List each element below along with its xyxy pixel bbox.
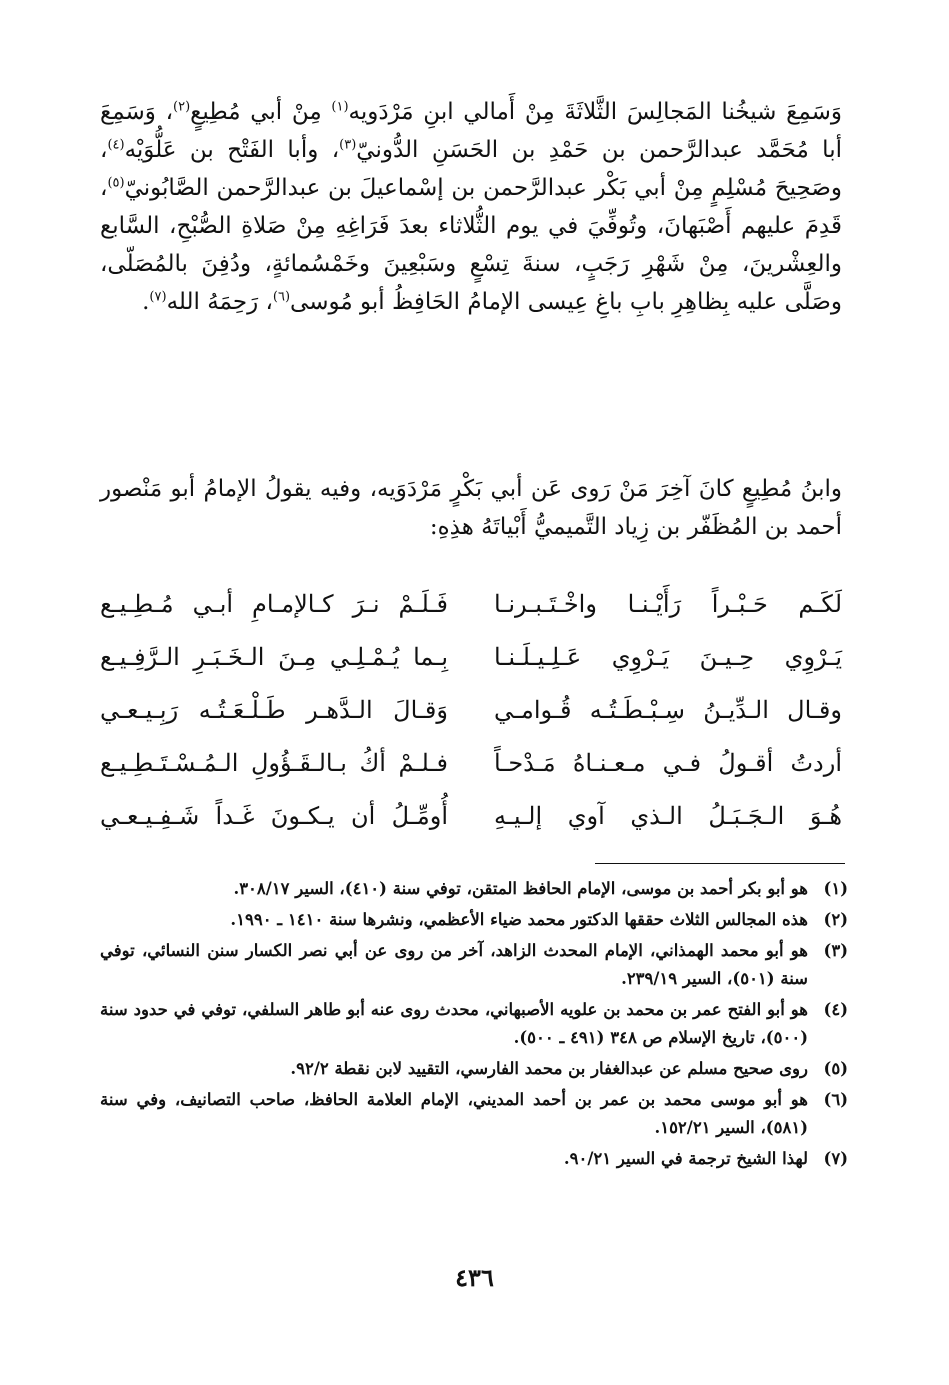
footnote [100, 937, 848, 993]
footnote-text: لهذا الشيخ ترجمة في السير ٩٠/٢١. [563, 1149, 808, 1168]
paragraph-2: وابنُ مُطِيعٍ كانَ آخِرَ مَنْ رَوى عَن أبي بَكْرٍ مَرْدَوَيه، وفيه يقولُ الإمامُ أبو مَنْصور أحمد بن المُظَفّر بن زِياد التَّميميُّ أَبْياتَهُ هذِهِ: [100, 476, 842, 540]
footnote [100, 996, 848, 1052]
footnotes [100, 875, 848, 1176]
footnote-ref-1: (١) [331, 99, 349, 115]
paragraph-1-text-8: . [142, 289, 150, 315]
footnote [100, 906, 848, 934]
paragraph-1-text-6: ، قَدِمَ عليهم أَصْبَهانَ، وتُوفِّيَ في يوم الثُّلاثاء بعدَ فَرَاغِهِ مِنْ صَلاةِ الصُّبْحِ، السَّابع والعِشْرينَ، مِنْ شَهْرِ رَجَبٍ، سنةَ تِسْعٍ وسَبْعِينَ وخَمْسُمائةٍ، ودُفِنَ بالمُصَلّى، وصَلَّى عليه بِظاهِرِ بابِ باغِ عِيسى الإمامُ الحَافِظُ أبو مُوسى [100, 175, 842, 315]
poem-verse [100, 578, 842, 631]
footnote-number: (٢) [823, 910, 848, 929]
verse-second-hemistich: فَـلَـمْ نـرَ كـالإمـامِ أبـي مُـطِـيـع [100, 590, 448, 618]
paragraph-1-text-1: وَسَمِعَ شيخُنا المَجالِسَ الثَّلاثَةَ مِنْ أَمالي ابنِ مَرْدَويه [348, 99, 843, 125]
paragraph-1-text-4: ، وأبا الفَتْح بن عَلُّوَيْه [124, 137, 340, 163]
paragraph-1-text-3: ، وَسَمِعَ أبا مُحَمَّد عبدالرَّحمن بن حَمْدِ بن الحَسَنِ الدُّونيّ [100, 99, 842, 163]
footnote [100, 1055, 848, 1083]
paragraph-1-text-5: ، وصَحِيحَ مُسْلِمٍ مِنْ أبي بَكْر عبدالرَّحمن بن إسْماعيلَ بن عبدالرَّحمن الصَّابُونيّ [100, 137, 842, 201]
paragraph-1-text-7: ، رَحِمَهُ الله [166, 289, 273, 315]
footnote-number: (٦) [823, 1090, 848, 1109]
footnote-text: هو أبو بكر أحمد بن موسى، الإمام الحافظ المتقن، توفي سنة (٤١٠)، السير ٣٠٨/١٧. [233, 879, 808, 898]
verse-first-hemistich: لَكَـم حَـبْـراً رَأَيْـنـا واخْـتَـبـرنـا [494, 590, 842, 618]
footnote-number: (٤) [823, 1000, 848, 1019]
footnote-text: هذه المجالس الثلاث حققها الدكتور محمد ضياء الأعظمي، ونشرها سنة ١٤١٠ ـ ١٩٩٠. [230, 910, 808, 929]
poem-verse [100, 737, 842, 790]
poem-verse [100, 684, 842, 737]
verse-first-hemistich: وقـال الـدِّيـنُ سِـبْـطَـتُـه قُـوامـي [494, 696, 842, 724]
verse-first-hemistich: أردتُ أقـولُ فـي مـعـنـاهُ مَـدْحـاً [494, 749, 842, 777]
footnote-ref-2: (٢) [173, 99, 191, 115]
footnote-ref-7: (٧) [149, 289, 167, 305]
verse-second-hemistich: وَقـالَ الـدَّهـر طَـلْـعَـتُـه رَبِـيـعـي [100, 696, 448, 724]
verse-second-hemistich: فـلـمْ أكُ بـالـقَـؤُولِ الـمُـسْـتَـطِـيـع [100, 749, 448, 777]
poem [100, 578, 842, 843]
footnote-number: (٣) [823, 941, 848, 960]
verse-first-hemistich: يَـرْوِي حِـيـنَ يَـرْوِي عَـلِـيـلَـنـا [494, 643, 842, 671]
footnote [100, 1145, 848, 1173]
footnote-ref-4: (٤) [107, 137, 125, 153]
paragraph-1 [100, 93, 842, 321]
poem-verse [100, 631, 842, 684]
verse-first-hemistich: هُـوَ الـجَـبَـلُ الـذي آوي إلـيـهِ [494, 802, 842, 830]
footnote-separator [595, 863, 845, 864]
footnote-text: هو أبو موسى محمد بن عمر بن أحمد المديني، الإمام العلامة الحافظ، صاحب التصانيف، وفي سنة (٥٨١)، السير ١٥٢/٢١. [100, 1090, 808, 1137]
verse-second-hemistich: بِـما يُـمْـلِـي مِـنَ الـخَـبَـرِ الـرَّفِـيـع [100, 643, 448, 671]
footnote-text: روى صحيح مسلم عن عبدالغفار بن محمد الفارسي، التقييد لابن نقطة ٩٢/٢. [290, 1059, 808, 1078]
footnote-ref-5: (٥) [107, 175, 125, 191]
footnote-ref-6: (٦) [272, 289, 291, 305]
footnote-text: هو أبو الفتح عمر بن محمد بن علويه الأصبهاني، محدث روى عنه أبو طاهر السلفي، توفي في حدود سنة (٥٠٠)، تاريخ الإسلام ص ٣٤٨ (٤٩١ ـ ٥٠٠). [100, 1000, 808, 1047]
page-number: ٤٣٦ [455, 1263, 494, 1292]
paragraph-1-text-2: مِنْ أبي مُطِيعٍ [190, 99, 332, 125]
poem-verse [100, 790, 842, 843]
footnote-number: (١) [823, 879, 848, 898]
footnote-number: (٧) [823, 1149, 848, 1168]
footnote [100, 1086, 848, 1142]
footnote-text: هو أبو محمد الهمذاني، الإمام المحدث الزاهد، آخر من روى عن أبي نصر الكسار سنن النسائي، توفي سنة (٥٠١)، السير ٢٣٩/١٩. [100, 941, 808, 988]
footnote-number: (٥) [823, 1059, 848, 1078]
verse-second-hemistich: أُومِّـلُ أن يـكـونَ غَـداً شَـفِـيـعـي [100, 802, 448, 830]
footnote-ref-3: (٣) [339, 137, 357, 153]
footnote [100, 875, 848, 903]
